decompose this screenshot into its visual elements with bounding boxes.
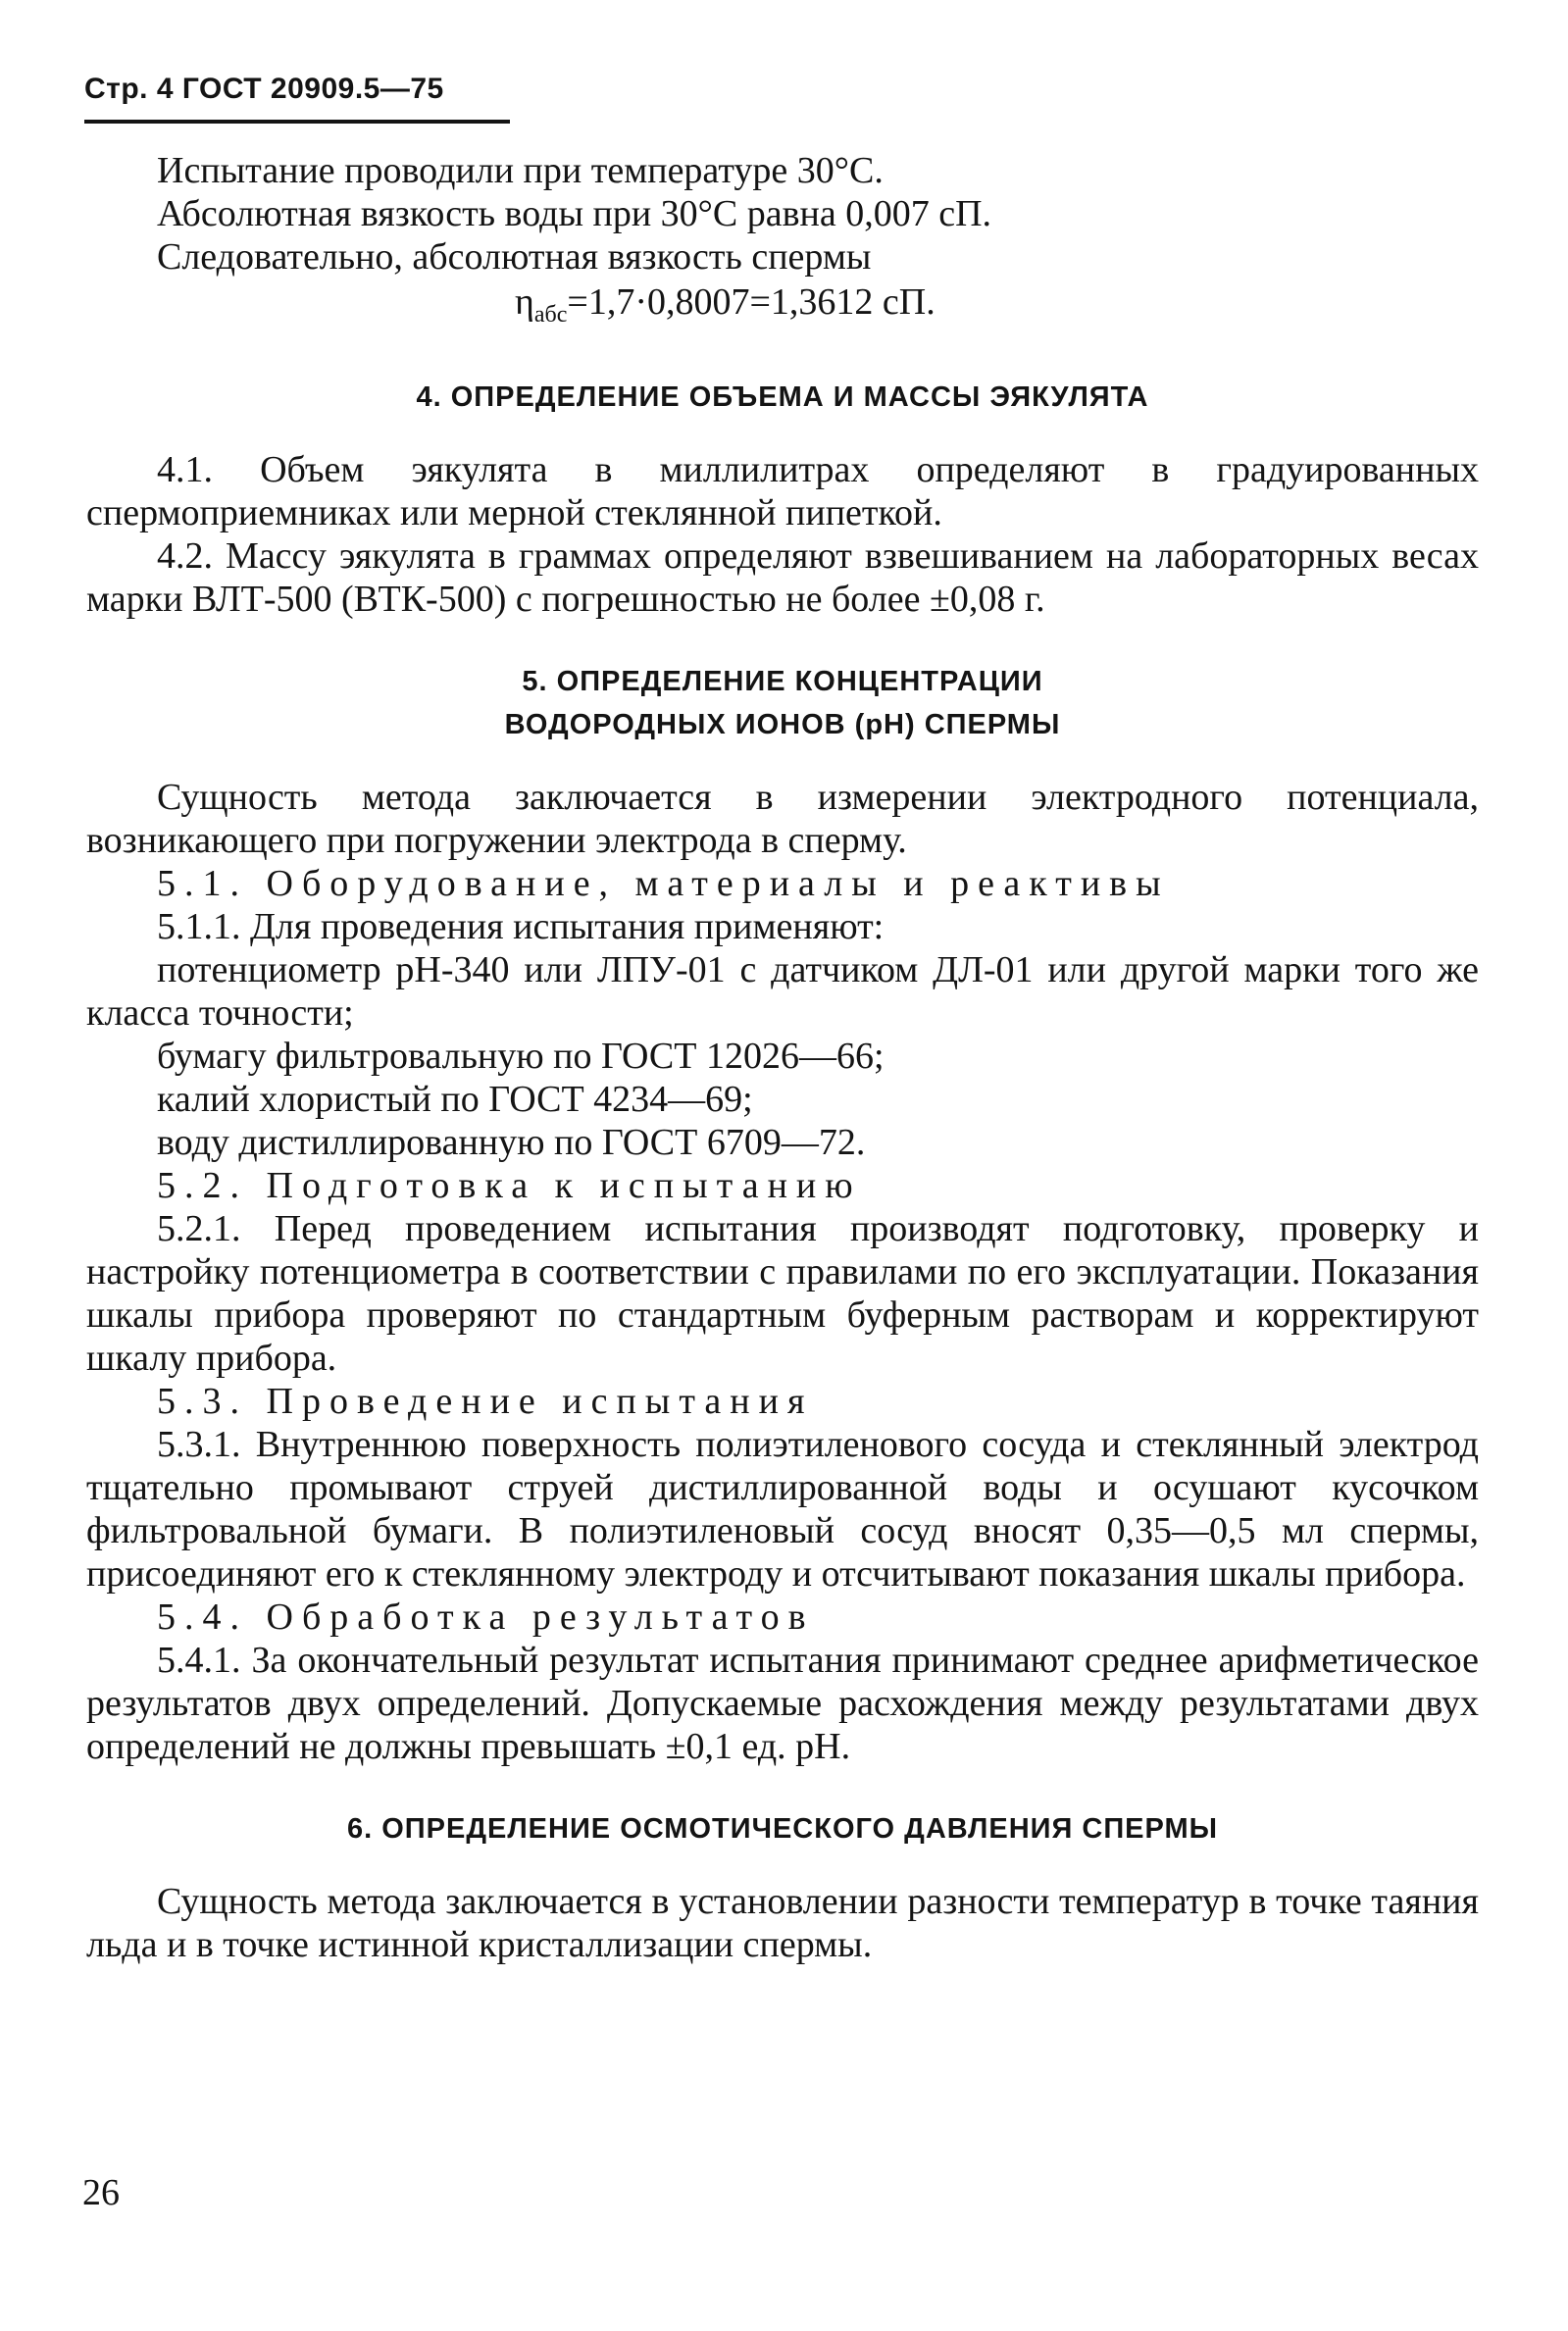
section-4-1: 4.1. Объем эякулята в миллилитрах определяют в градуированных спермоприемниках или мерной стеклянной пипеткой. [86,449,1479,533]
section-5-4-1: 5.4.1. За окончательный результат испытания принимают среднее арифметическое результатов двух определений. Допускаемые расхождения между результатами двух определений не должны превышать ±0,1 ед. рН. [86,1640,1479,1767]
page-body [86,149,1479,1966]
equipment-item-3: калий хлористый по ГОСТ 4234—69; [157,1079,753,1120]
formula-symbol: η [515,281,534,323]
section-6-heading: 6. ОПРЕДЕЛЕНИЕ ОСМОТИЧЕСКОГО ДАВЛЕНИЯ СПЕРМЫ [346,1813,1219,1845]
formula-subscript: абс [533,302,568,328]
subsection-5-3-title: 5.3. Проведение испытания [157,1381,814,1422]
section-6-intro: Сущность метода заключается в установлении разности температур в точке таяния льда и в точке истинной кристаллизации спермы. [86,1881,1479,1965]
equipment-item-1: потенциометр рН-340 или ЛПУ-01 с датчиком ДЛ-01 или другой марки того же класса точности; [86,949,1479,1034]
page-header: Стр. 4 ГОСТ 20909.5—75 [84,73,444,105]
section-5-heading-line-2: ВОДОРОДНЫХ ИОНОВ (рН) СПЕРМЫ [504,709,1061,740]
section-5-heading-line-1: 5. ОПРЕДЕЛЕНИЕ КОНЦЕНТРАЦИИ [522,666,1043,697]
viscosity-formula [86,280,1479,336]
subsection-5-4-title: 5.4. Обработка результатов [157,1596,815,1638]
subsection-5-2-title: 5.2. Подготовка к испытанию [157,1165,862,1206]
section-5-intro: Сущность метода заключается в измерении электродного потенциала, возникающего при погружении электрода в сперму. [86,777,1479,861]
intro-line-3: Следовательно, абсолютная вязкость спермы [157,236,872,278]
equipment-item-2: бумагу фильтровальную по ГОСТ 12026—66; [157,1036,885,1077]
section-4-2: 4.2. Массу эякулята в граммах определяют взвешиванием на лабораторных весах марки ВЛТ-500 (ВТК-500) с погрешностью не более ±0,08 г. [86,535,1479,620]
section-4-heading: 4. ОПРЕДЕЛЕНИЕ ОБЪЕМА И МАССЫ ЭЯКУЛЯТА [416,381,1149,413]
section-5-2-1: 5.2.1. Перед проведением испытания производят подготовку, проверку и настройку потенциометра в соответствии с правилами по его эксплуатации. Показания шкалы прибора проверяют по стандартным буферным растворам и корректируют шкалу прибора. [86,1208,1479,1379]
intro-line-2: Абсолютная вязкость воды при 30°C равна 0,007 сП. [157,193,992,234]
intro-line-1: Испытание проводили при температуре 30°C. [157,150,884,191]
section-5-1-1: 5.1.1. Для проведения испытания применяют: [157,906,885,947]
equipment-item-4: воду дистиллированную по ГОСТ 6709—72. [157,1122,866,1163]
subsection-5-1-title: 5.1. Оборудование, материалы и реактивы [157,863,1170,904]
section-5-3-1: 5.3.1. Внутреннюю поверхность полиэтиленового сосуда и стеклянный электрод тщательно промывают струей дистиллированной воды и осушают кусочком фильтровальной бумаги. В полиэтиленовый сосуд вносят 0,35—0,5 мл спермы, присоединяют его к стеклянному электроду и отсчитывают показания шкалы прибора. [86,1424,1479,1595]
formula-expression: =1,7·0,8007=1,3612 сП. [567,281,936,323]
page-number: 26 [82,2172,120,2213]
header-rule [84,120,510,124]
